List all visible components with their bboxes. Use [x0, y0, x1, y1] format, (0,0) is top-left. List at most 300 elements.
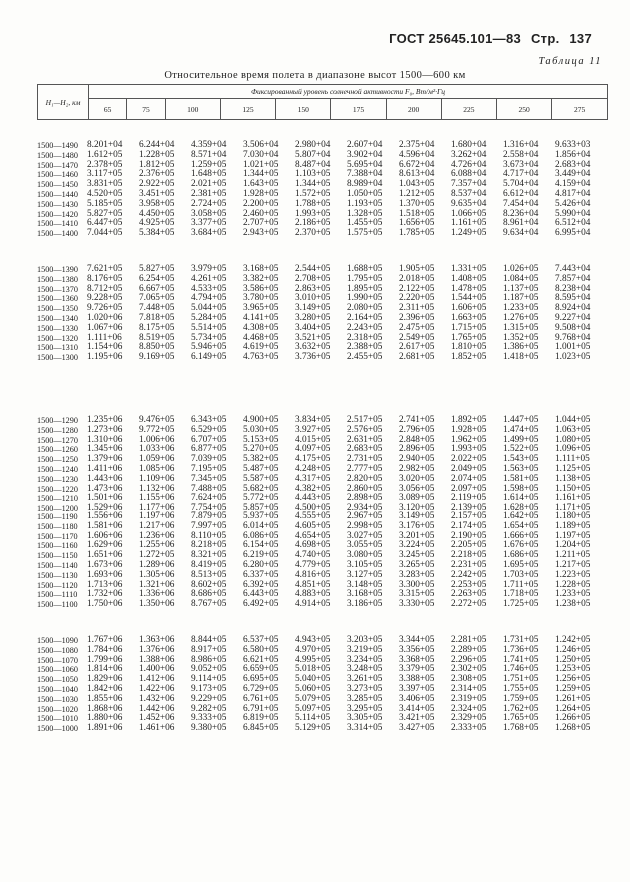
table-cell: 1.814+06 [87, 664, 123, 675]
table-cell: 5.937+05 [243, 511, 279, 521]
table-cell: 1.084+05 [503, 273, 539, 284]
column-header: 75 [127, 99, 165, 120]
table-row [37, 600, 607, 610]
table-cell: 1.033+06 [139, 444, 175, 455]
table-cell: 2.272+05 [451, 599, 487, 610]
table-cell: 4.382+05 [295, 483, 331, 494]
table-cell: 9.726+05 [87, 303, 123, 314]
table-cell: 4.817+04 [555, 188, 591, 199]
table-cell: 5.030+05 [243, 424, 279, 435]
table-cell: 6.819+05 [243, 713, 279, 724]
table-cell: 3.089+05 [399, 493, 435, 504]
table-cell: 1.499+05 [503, 434, 539, 445]
table-cell: 4.159+04 [555, 179, 591, 190]
table-cell: 5.097+05 [295, 703, 331, 714]
table-cell: 3.388+05 [399, 674, 435, 685]
table-cell: 8.519+05 [139, 332, 175, 343]
table-cell: 2.376+05 [139, 169, 175, 180]
table-cell: 1.250+05 [555, 654, 591, 665]
table-cell: 9.114+05 [191, 674, 227, 685]
table-cell: 1.246+05 [555, 644, 591, 655]
table-cell: 8.321+05 [191, 550, 227, 561]
row-label: 1500—1230 [37, 474, 78, 484]
table-cell: 9.772+05 [139, 424, 175, 435]
table-cell: 1.067+06 [87, 322, 123, 333]
row-label: 1500—1290 [37, 416, 78, 425]
table-cell: 4.925+05 [139, 218, 175, 229]
table-cell: 7.044+05 [87, 228, 123, 239]
data-block [37, 141, 607, 239]
table-cell: 3.149+05 [295, 303, 331, 314]
table-cell: 1.572+05 [295, 188, 331, 199]
row-label: 1500—1180 [37, 521, 78, 531]
row-label: 1500—1080 [37, 645, 78, 655]
table-cell: 1.711+05 [503, 579, 539, 590]
column-header: 150 [276, 99, 331, 120]
table-cell: 5.284+05 [191, 312, 227, 323]
table-cell: 8.917+05 [191, 644, 227, 655]
table-cell: 1.575+05 [347, 228, 383, 239]
table-cell: 1.204+05 [555, 540, 591, 551]
table-cell: 1.663+05 [451, 312, 487, 323]
table-cell: 8.986+05 [191, 654, 227, 665]
table-cell: 7.195+05 [191, 463, 227, 474]
table-cell: 5.153+05 [243, 434, 279, 445]
table-cell: 1.544+05 [451, 293, 487, 304]
table-cell: 1.256+05 [555, 674, 591, 685]
table-cell: 1.628+05 [503, 503, 539, 514]
table-cell: 1.648+05 [191, 169, 227, 180]
table-cell: 4.317+05 [295, 473, 331, 484]
row-label: 1500—1090 [37, 636, 78, 645]
table-cell: 3.148+05 [347, 579, 383, 590]
table-cell: 3.780+05 [243, 293, 279, 304]
table-cell: 2.021+05 [191, 179, 227, 190]
table-cell: 6.014+05 [243, 520, 279, 531]
table-cell: 3.414+05 [399, 703, 435, 714]
table-cell: 1.197+05 [555, 530, 591, 541]
table-cell: 1.211+05 [555, 550, 591, 561]
table-cell: 3.397+05 [399, 683, 435, 694]
table-cell: 2.296+05 [451, 654, 487, 665]
table-cell: 8.712+05 [87, 283, 123, 294]
table-cell: 1.755+05 [503, 683, 539, 694]
table-cell: 3.168+05 [243, 264, 279, 274]
table-cell: 9.052+05 [191, 664, 227, 675]
table-cell: 1.461+06 [139, 723, 175, 734]
table-cell: 1.643+05 [243, 179, 279, 190]
table-cell: 1.741+05 [503, 654, 539, 665]
row-label: 1500—1420 [37, 209, 78, 219]
column-header: 250 [497, 99, 552, 120]
table-cell: 4.261+05 [191, 273, 227, 284]
row-label: 1500—1170 [37, 531, 78, 541]
table-cell: 5.270+05 [243, 444, 279, 455]
table-cell: 1.268+05 [555, 723, 591, 734]
table-cell: 4.851+05 [295, 579, 331, 590]
table-cell: 1.336+06 [139, 589, 175, 600]
table-cell: 2.263+05 [451, 589, 487, 600]
table-cell: 3.056+05 [399, 483, 435, 494]
table-cell: 1.725+05 [503, 599, 539, 610]
table-cell: 3.295+05 [347, 703, 383, 714]
table-cell: 9.768+04 [555, 332, 591, 343]
table-cell: 7.030+04 [243, 149, 279, 160]
table-cell: 7.454+04 [503, 198, 539, 209]
table-cell: 9.228+05 [87, 293, 123, 304]
table-cell: 1.666+05 [503, 530, 539, 541]
table-cell: 2.080+05 [347, 303, 383, 314]
table-cell: 3.404+05 [295, 322, 331, 333]
row-label: 1500—1390 [37, 265, 78, 274]
table-cell: 3.406+05 [399, 693, 435, 704]
table-cell: 1.642+05 [503, 511, 539, 521]
table-cell: 5.946+05 [191, 342, 227, 353]
table-cell: 2.967+05 [347, 511, 383, 521]
table-cell: 5.044+05 [191, 303, 227, 314]
table-cell: 1.259+05 [191, 159, 227, 170]
table-cell: 1.177+06 [139, 503, 175, 514]
table-cell: 2.302+05 [451, 664, 487, 675]
table-cell: 1.063+05 [555, 424, 591, 435]
table-cell: 3.368+05 [399, 654, 435, 665]
table-cell: 3.283+05 [399, 569, 435, 580]
table-cell: 3.958+05 [139, 198, 175, 209]
table-cell: 5.018+05 [295, 664, 331, 675]
table-cell: 3.506+04 [243, 140, 279, 150]
table-cell: 3.020+05 [399, 473, 435, 484]
table-cell: 1.289+06 [139, 559, 175, 570]
table-cell: 4.914+05 [295, 599, 331, 610]
table-cell: 2.549+05 [399, 332, 435, 343]
table-cell: 1.050+05 [347, 188, 383, 199]
table-cell: 7.624+05 [191, 493, 227, 504]
table-cell: 2.681+05 [399, 352, 435, 363]
table-cell: 1.020+06 [87, 312, 123, 323]
table-cell: 5.185+05 [87, 198, 123, 209]
table-cell: 2.308+05 [451, 674, 487, 685]
table-cell: 2.896+05 [399, 444, 435, 455]
table-cell: 3.382+05 [243, 273, 279, 284]
table-cell: 3.027+05 [347, 530, 383, 541]
table-cell: 2.324+05 [451, 703, 487, 714]
table-cell: 7.879+05 [191, 511, 227, 521]
table-cell: 4.717+04 [503, 169, 539, 180]
table-cell: 3.379+05 [399, 664, 435, 675]
table-cell: 3.262+04 [451, 149, 487, 160]
table-cell: 2.544+05 [295, 264, 331, 274]
table-cell: 2.898+05 [347, 493, 383, 504]
table-cell: 2.022+05 [451, 454, 487, 465]
table-cell: 3.105+05 [347, 559, 383, 570]
table-cell: 1.408+05 [451, 273, 487, 284]
table-cell: 1.695+05 [503, 559, 539, 570]
table-cell: 1.762+05 [503, 703, 539, 714]
table-cell: 3.902+04 [347, 149, 383, 160]
table-cell: 1.266+05 [555, 713, 591, 724]
table-cell: 1.345+06 [87, 444, 123, 455]
table-cell: 6.695+05 [243, 674, 279, 685]
table-cell: 1.895+05 [347, 283, 383, 294]
table-cell: 1.044+05 [555, 415, 591, 425]
table-cell: 2.119+05 [451, 493, 487, 504]
table-cell: 1.614+05 [503, 493, 539, 504]
table-cell: 8.110+05 [191, 530, 227, 541]
column-header: 100 [165, 99, 220, 120]
table-cell: 2.741+05 [399, 415, 435, 425]
table-cell: 1.880+06 [87, 713, 123, 724]
table-cell: 2.049+05 [451, 463, 487, 474]
table-cell: 2.607+04 [347, 140, 383, 150]
table-cell: 7.754+05 [191, 503, 227, 514]
table-cell: 2.683+04 [555, 159, 591, 170]
table-cell: 1.990+05 [347, 293, 383, 304]
row-label: 1500—1210 [37, 494, 78, 504]
table-cell: 2.940+05 [399, 454, 435, 465]
table-cell: 1.400+06 [139, 664, 175, 675]
table-cell: 1.125+05 [555, 463, 591, 474]
table-cell: 5.382+05 [243, 454, 279, 465]
row-label: 1500—1400 [37, 229, 78, 239]
table-cell: 1.812+05 [139, 159, 175, 170]
table-cell: 3.058+05 [191, 208, 227, 219]
page-label: Стр. [530, 31, 560, 46]
table-cell: 5.807+04 [295, 149, 331, 160]
table-cell: 5.990+04 [555, 208, 591, 219]
row-label: 1500—1460 [37, 170, 78, 180]
table-cell: 6.877+05 [191, 444, 227, 455]
table-cell: 1.059+06 [139, 454, 175, 465]
table-cell: 5.040+05 [295, 674, 331, 685]
table-cell: 1.264+05 [555, 703, 591, 714]
table-cell: 7.818+05 [139, 312, 175, 323]
table-cell: 2.922+05 [139, 179, 175, 190]
table-cell: 1.784+06 [87, 644, 123, 655]
table-cell: 3.377+05 [191, 218, 227, 229]
table-cell: 1.195+06 [87, 352, 123, 363]
table-cell: 2.370+05 [295, 228, 331, 239]
table-cell: 1.411+06 [87, 463, 123, 474]
table-cell: 7.065+05 [139, 293, 175, 304]
table-cell: 1.001+05 [555, 342, 591, 353]
table-cell: 1.732+06 [87, 589, 123, 600]
table-cell: 1.388+06 [139, 654, 175, 665]
column-header-row [38, 99, 608, 120]
table-cell: 1.187+05 [503, 293, 539, 304]
row-label: 1500—1150 [37, 551, 78, 561]
table-cell: 1.217+05 [555, 559, 591, 570]
table-cell: 4.943+05 [295, 635, 331, 645]
table-cell: 1.242+05 [555, 635, 591, 645]
table-cell: 4.141+05 [243, 312, 279, 323]
row-label: 1500—1120 [37, 580, 78, 590]
table-cell: 1.892+05 [451, 415, 487, 425]
table-cell: 4.740+05 [295, 550, 331, 561]
table-cell: 6.659+05 [243, 664, 279, 675]
table-cell: 1.370+05 [399, 198, 435, 209]
row-label: 1500—1300 [37, 353, 78, 363]
table-cell: 2.863+05 [295, 283, 331, 294]
table-cell: 3.979+05 [191, 264, 227, 274]
row-label: 1500—1220 [37, 484, 78, 494]
table-cell: 4.619+05 [243, 342, 279, 353]
table-cell: 5.772+05 [243, 493, 279, 504]
table-cell: 2.018+05 [399, 273, 435, 284]
table-cell: 1.868+06 [87, 703, 123, 714]
table-cell: 8.767+05 [191, 599, 227, 610]
table-cell: 8.419+05 [191, 559, 227, 570]
table-cell: 1.352+05 [503, 332, 539, 343]
table-cell: 1.654+05 [503, 520, 539, 531]
table-cell: 2.319+05 [451, 693, 487, 704]
table-cell: 2.243+05 [347, 322, 383, 333]
table-cell: 1.686+05 [503, 550, 539, 561]
table-cell: 2.174+05 [451, 520, 487, 531]
row-label: 1500—1270 [37, 435, 78, 445]
table-cell: 6.254+05 [139, 273, 175, 284]
table-cell: 4.468+05 [243, 332, 279, 343]
table-cell: 2.982+05 [399, 463, 435, 474]
table-cell: 1.731+05 [503, 635, 539, 645]
table-cell: 2.998+05 [347, 520, 383, 531]
table-cell: 1.501+06 [87, 493, 123, 504]
column-header: 125 [220, 99, 275, 120]
table-cell: 5.587+05 [243, 473, 279, 484]
table-cell: 6.612+04 [503, 188, 539, 199]
table-cell: 1.765+05 [451, 332, 487, 343]
table-cell: 2.460+05 [243, 208, 279, 219]
table-cell: 3.149+05 [399, 511, 435, 521]
table-cell: 1.713+06 [87, 579, 123, 590]
table-cell: 3.127+05 [347, 569, 383, 580]
table-cell: 9.380+05 [191, 723, 227, 734]
table-cell: 6.447+05 [87, 218, 123, 229]
table-cell: 2.122+05 [399, 283, 435, 294]
table-cell: 3.273+05 [347, 683, 383, 694]
table-cell: 7.621+05 [87, 264, 123, 274]
table-cell: 1.026+05 [503, 264, 539, 274]
table-cell: 2.314+05 [451, 683, 487, 694]
row-label: 1500—1060 [37, 665, 78, 675]
row-label: 1500—1330 [37, 323, 78, 333]
row-label: 1500—1430 [37, 199, 78, 209]
table-cell: 1.259+05 [555, 683, 591, 694]
table-cell: 1.066+05 [451, 208, 487, 219]
table-cell: 3.186+05 [347, 599, 383, 610]
table-cell: 4.900+05 [243, 415, 279, 425]
table-cell: 4.883+05 [295, 589, 331, 600]
table-cell: 3.265+05 [399, 559, 435, 570]
table-cell: 9.173+05 [191, 683, 227, 694]
table-cell: 2.186+05 [295, 218, 331, 229]
table-cell: 7.345+05 [191, 473, 227, 484]
table-cell: 2.311+05 [399, 303, 435, 314]
row-label: 1500—1360 [37, 294, 78, 304]
row-label: 1500—1320 [37, 333, 78, 343]
table-cell: 5.384+05 [139, 228, 175, 239]
table-cell: 8.201+04 [87, 140, 123, 150]
table-cell: 4.779+05 [295, 559, 331, 570]
table-cell: 3.315+05 [399, 589, 435, 600]
table-cell: 3.285+05 [347, 693, 383, 704]
table-cell: 1.629+06 [87, 540, 123, 551]
table-cell: 4.555+05 [295, 511, 331, 521]
table-cell: 1.443+06 [87, 473, 123, 484]
table-cell: 1.253+05 [555, 664, 591, 675]
row-label: 1500—1450 [37, 180, 78, 190]
table-cell: 1.328+05 [347, 208, 383, 219]
table-cell: 7.357+04 [451, 179, 487, 190]
table-cell: 1.155+06 [139, 493, 175, 504]
row-label: 1500—1200 [37, 504, 78, 514]
table-cell: 3.314+05 [347, 723, 383, 734]
table-cell: 1.693+06 [87, 569, 123, 580]
row-label: 1500—1050 [37, 675, 78, 685]
table-cell: 1.085+06 [139, 463, 175, 474]
table-cell: 2.517+05 [347, 415, 383, 425]
table-cell: 1.606+05 [451, 303, 487, 314]
table-cell: 3.834+05 [295, 415, 331, 425]
table-cell: 1.235+06 [87, 415, 123, 425]
table-cell: 1.529+06 [87, 503, 123, 514]
table-cell: 1.132+06 [139, 483, 175, 494]
table-cell: 3.080+05 [347, 550, 383, 561]
table-cell: 1.331+05 [451, 264, 487, 274]
table-cell: 1.442+06 [139, 703, 175, 714]
table-cell: 2.820+05 [347, 473, 383, 484]
table-cell: 1.715+05 [451, 322, 487, 333]
table-cell: 1.197+06 [139, 511, 175, 521]
table-cell: 8.850+05 [139, 342, 175, 353]
table-cell: 1.455+05 [347, 218, 383, 229]
page-header [383, 31, 592, 46]
row-label: 1500—1370 [37, 284, 78, 294]
table-cell: 6.845+05 [243, 723, 279, 734]
table-cell: 8.176+05 [87, 273, 123, 284]
table-row [37, 724, 607, 734]
table-cell: 4.308+05 [243, 322, 279, 333]
table-cell: 2.558+04 [503, 149, 539, 160]
table-cell: 1.852+05 [451, 352, 487, 363]
table-cell: 2.329+05 [451, 713, 487, 724]
table-cell: 9.635+04 [451, 198, 487, 209]
table-cell: 2.190+05 [451, 530, 487, 541]
table-cell: 4.654+05 [295, 530, 331, 541]
row-label: 1500—1380 [37, 274, 78, 284]
table-cell: 2.860+05 [347, 483, 383, 494]
row-label: 1500—1100 [37, 600, 78, 610]
row-label: 1500—1250 [37, 455, 78, 465]
table-cell: 6.443+05 [243, 589, 279, 600]
row-label: 1500—1350 [37, 304, 78, 314]
table-cell: 1.673+06 [87, 559, 123, 570]
table-cell: 4.698+05 [295, 540, 331, 551]
table-cell: 3.261+05 [347, 674, 383, 685]
table-cell: 1.412+06 [139, 674, 175, 685]
table-cell: 9.169+05 [139, 352, 175, 363]
table-cell: 1.855+06 [87, 693, 123, 704]
table-header [37, 84, 608, 120]
table-cell: 8.961+04 [503, 218, 539, 229]
table-cell: 5.734+05 [191, 332, 227, 343]
table-cell: 1.103+05 [295, 169, 331, 180]
table-cell: 1.788+05 [295, 198, 331, 209]
table-cell: 2.455+05 [347, 352, 383, 363]
table-cell: 2.631+05 [347, 434, 383, 445]
table-cell: 6.244+04 [139, 140, 175, 150]
table-cell: 9.634+04 [503, 228, 539, 239]
table-cell: 1.228+05 [139, 149, 175, 160]
